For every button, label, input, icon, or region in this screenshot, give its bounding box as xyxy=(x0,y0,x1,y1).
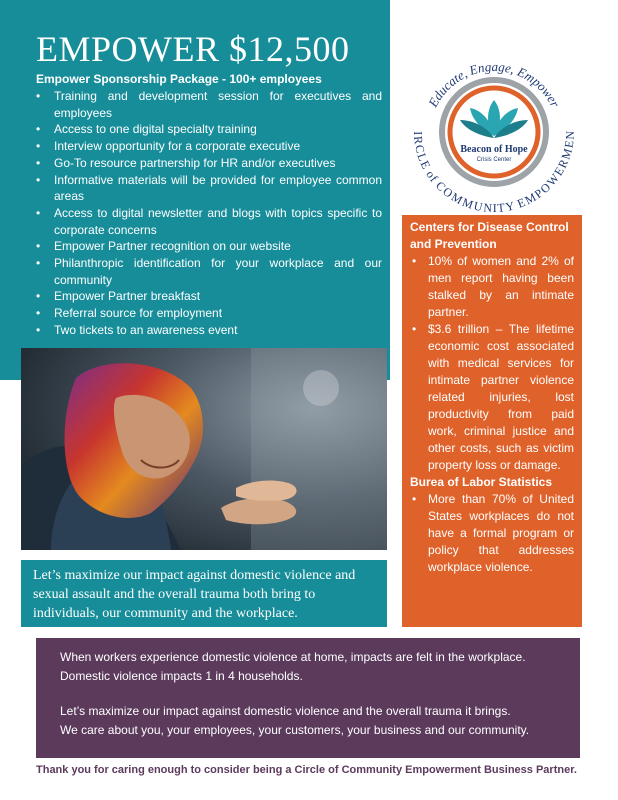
bls-heading: Burea of Labor Statistics xyxy=(410,475,553,489)
logo-arc-bottom: IRCLE of COMMUNITY EMPOWERMEN xyxy=(410,130,578,215)
page-title: EMPOWER $12,500 xyxy=(36,29,350,69)
impact-line: Let’s maximize our impact against domestic violence and the overall trauma it brings. xyxy=(60,704,511,718)
impact-line: Domestic violence impacts 1 in 4 households. xyxy=(60,669,303,683)
logo-org-sub: Crisis Center xyxy=(476,157,512,163)
callout-box: Let’s maximize our impact against domestic violence and sexual assault and the overall trauma both bring to individuals, our community and the workplace. xyxy=(21,560,387,627)
logo-org-name: Beacon of Hope xyxy=(460,144,528,155)
woman-clapping-photo xyxy=(21,348,387,550)
package-subtitle: Empower Sponsorship Package - 100+ employees xyxy=(36,72,322,86)
impact-line: We care about you, your employees, your customers, your business and our community. xyxy=(60,723,530,737)
list-item: • More than 70% of United States workplaces do not have a formal program or policy that addresses workplace violence. xyxy=(410,491,574,576)
list-item: • Access to one digital specialty training xyxy=(36,121,382,138)
list-item: • Empower Partner breakfast xyxy=(36,288,382,305)
impact-message-box xyxy=(36,638,580,758)
beacon-of-hope-logo xyxy=(402,40,587,215)
cdc-heading: Centers for Disease Control and Prevention xyxy=(410,220,569,251)
impact-line: When workers experience domestic violence at home, impacts are felt in the workplace. xyxy=(60,650,526,664)
list-item: • $3.6 trillion – The lifetime economic cost associated with medical services for intimate partner violence related injuries, lost productivity from paid work, criminal justice and other costs, such as victim property loss or damage. xyxy=(410,321,574,474)
logo-arc-top: Educate, Engage, Empower xyxy=(425,58,563,110)
footer-thank-you: Thank you for caring enough to consider being a Circle of Community Empowerment Business Partner. xyxy=(36,764,577,776)
list-item: • Informative materials will be provided for employee common areas xyxy=(36,172,382,205)
list-item: • Interview opportunity for a corporate executive xyxy=(36,138,382,155)
list-item: • 10% of women and 2% of men report having been stalked by an intimate partner. xyxy=(410,253,574,321)
statistics-panel xyxy=(402,215,582,627)
list-item: • Access to digital newsletter and blogs with topics specific to corporate concerns xyxy=(36,205,382,238)
cdc-list xyxy=(410,253,574,474)
list-item: • Two tickets to an awareness event xyxy=(36,322,382,339)
list-item: • Referral source for employment xyxy=(36,305,382,322)
list-item: • Go-To resource partnership for HR and/or executives xyxy=(36,155,382,172)
bls-list xyxy=(410,491,574,576)
list-item: • Empower Partner recognition on our website xyxy=(36,238,382,255)
list-item: • Training and development session for executives and employees xyxy=(36,88,382,121)
package-list xyxy=(36,88,382,339)
list-item: • Philanthropic identification for your workplace and our community xyxy=(36,255,382,288)
